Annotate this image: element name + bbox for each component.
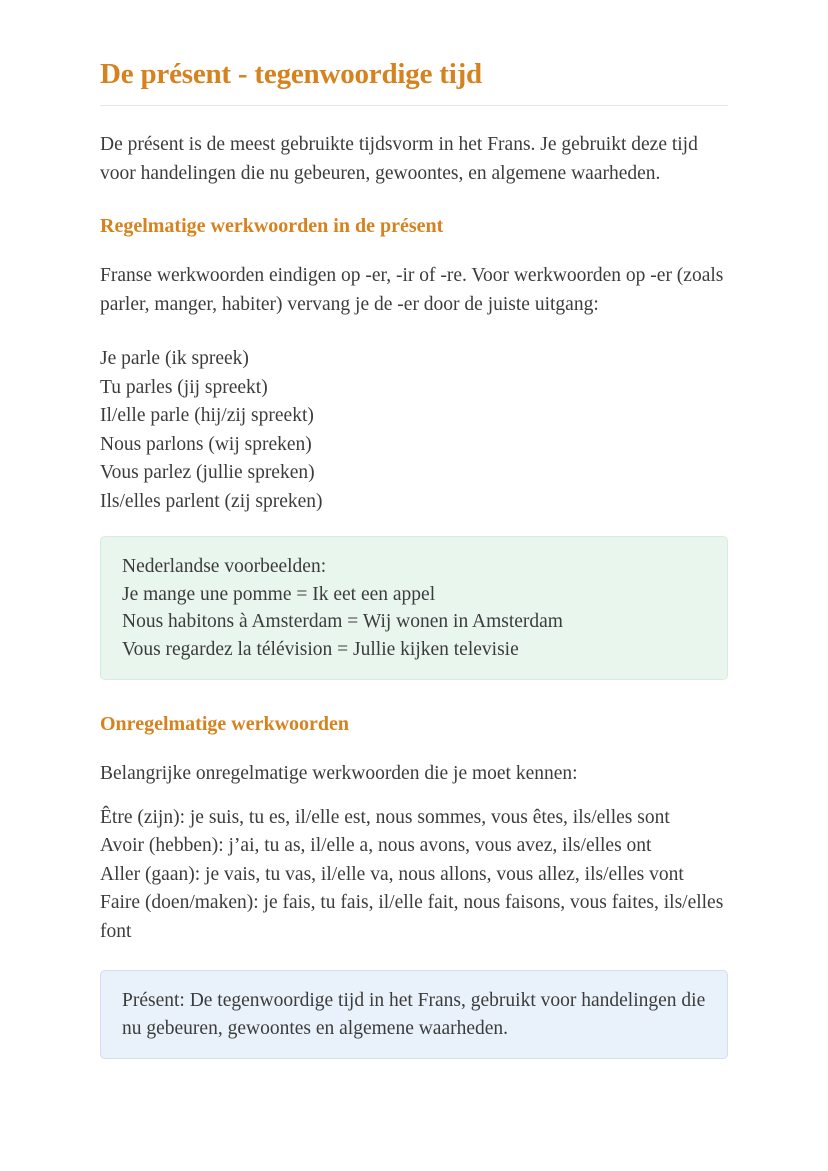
- irregular-verb-line: Faire (doen/maken): je fais, tu fais, il/elle fait, nous faisons, vous faites, ils/elles font: [100, 892, 724, 942]
- conjugation-line: Nous parlons (wij spreken): [100, 433, 312, 455]
- conjugation-line: Tu parles (jij spreekt): [100, 376, 268, 398]
- definition-box: [100, 970, 728, 1059]
- example-line: Vous regardez la télévision = Jullie kijken televisie: [122, 638, 519, 660]
- intro-paragraph: De présent is de meest gebruikte tijdsvorm in het Frans. Je gebruikt deze tijd voor handelingen die nu gebeuren, gewoontes, en algemene waarheden.: [100, 134, 698, 184]
- example-line: Nederlandse voorbeelden:: [122, 556, 327, 577]
- irregular-verbs-intro-paragraph: Belangrijke onregelmatige werkwoorden die je moet kennen:: [100, 763, 578, 784]
- irregular-verb-line: Aller (gaan): je vais, tu vas, il/elle va, nous allons, vous allez, ils/elles vont: [100, 863, 684, 885]
- page-title: De présent - tegenwoordige tijd: [100, 58, 482, 90]
- conjugation-line: Ils/elles parlent (zij spreken): [100, 490, 323, 512]
- section-heading-irregular-verbs: Onregelmatige werkwoorden: [100, 713, 350, 735]
- conjugation-list: [100, 345, 728, 516]
- irregular-verb-line: Avoir (hebben): j’ai, tu as, il/elle a, nous avons, vous avez, ils/elles ont: [100, 835, 652, 856]
- example-line: Nous habitons à Amsterdam = Wij wonen in Amsterdam: [122, 611, 563, 632]
- regular-verbs-intro-paragraph: Franse werkwoorden eindigen op -er, -ir of -re. Voor werkwoorden op -er (zoals parler, manger, habiter) vervang je de -er door de juiste uitgang:: [100, 265, 724, 315]
- conjugation-line: Je parle (ik spreek): [100, 348, 249, 369]
- examples-box: [100, 536, 728, 680]
- definition-text: Présent: De tegenwoordige tijd in het Frans, gebruikt voor handelingen die nu gebeuren, gewoontes en algemene waarheden.: [122, 990, 706, 1039]
- irregular-verb-list: [100, 804, 728, 947]
- conjugation-line: Il/elle parle (hij/zij spreekt): [100, 405, 314, 426]
- section-heading-regular-verbs: Regelmatige werkwoorden in de présent: [100, 215, 444, 237]
- conjugation-line: Vous parlez (jullie spreken): [100, 462, 315, 483]
- title-divider: [100, 105, 728, 106]
- example-line: Je mange une pomme = Ik eet een appel: [122, 583, 436, 605]
- irregular-verb-line: Être (zijn): je suis, tu es, il/elle est, nous sommes, vous êtes, ils/elles sont: [100, 806, 670, 828]
